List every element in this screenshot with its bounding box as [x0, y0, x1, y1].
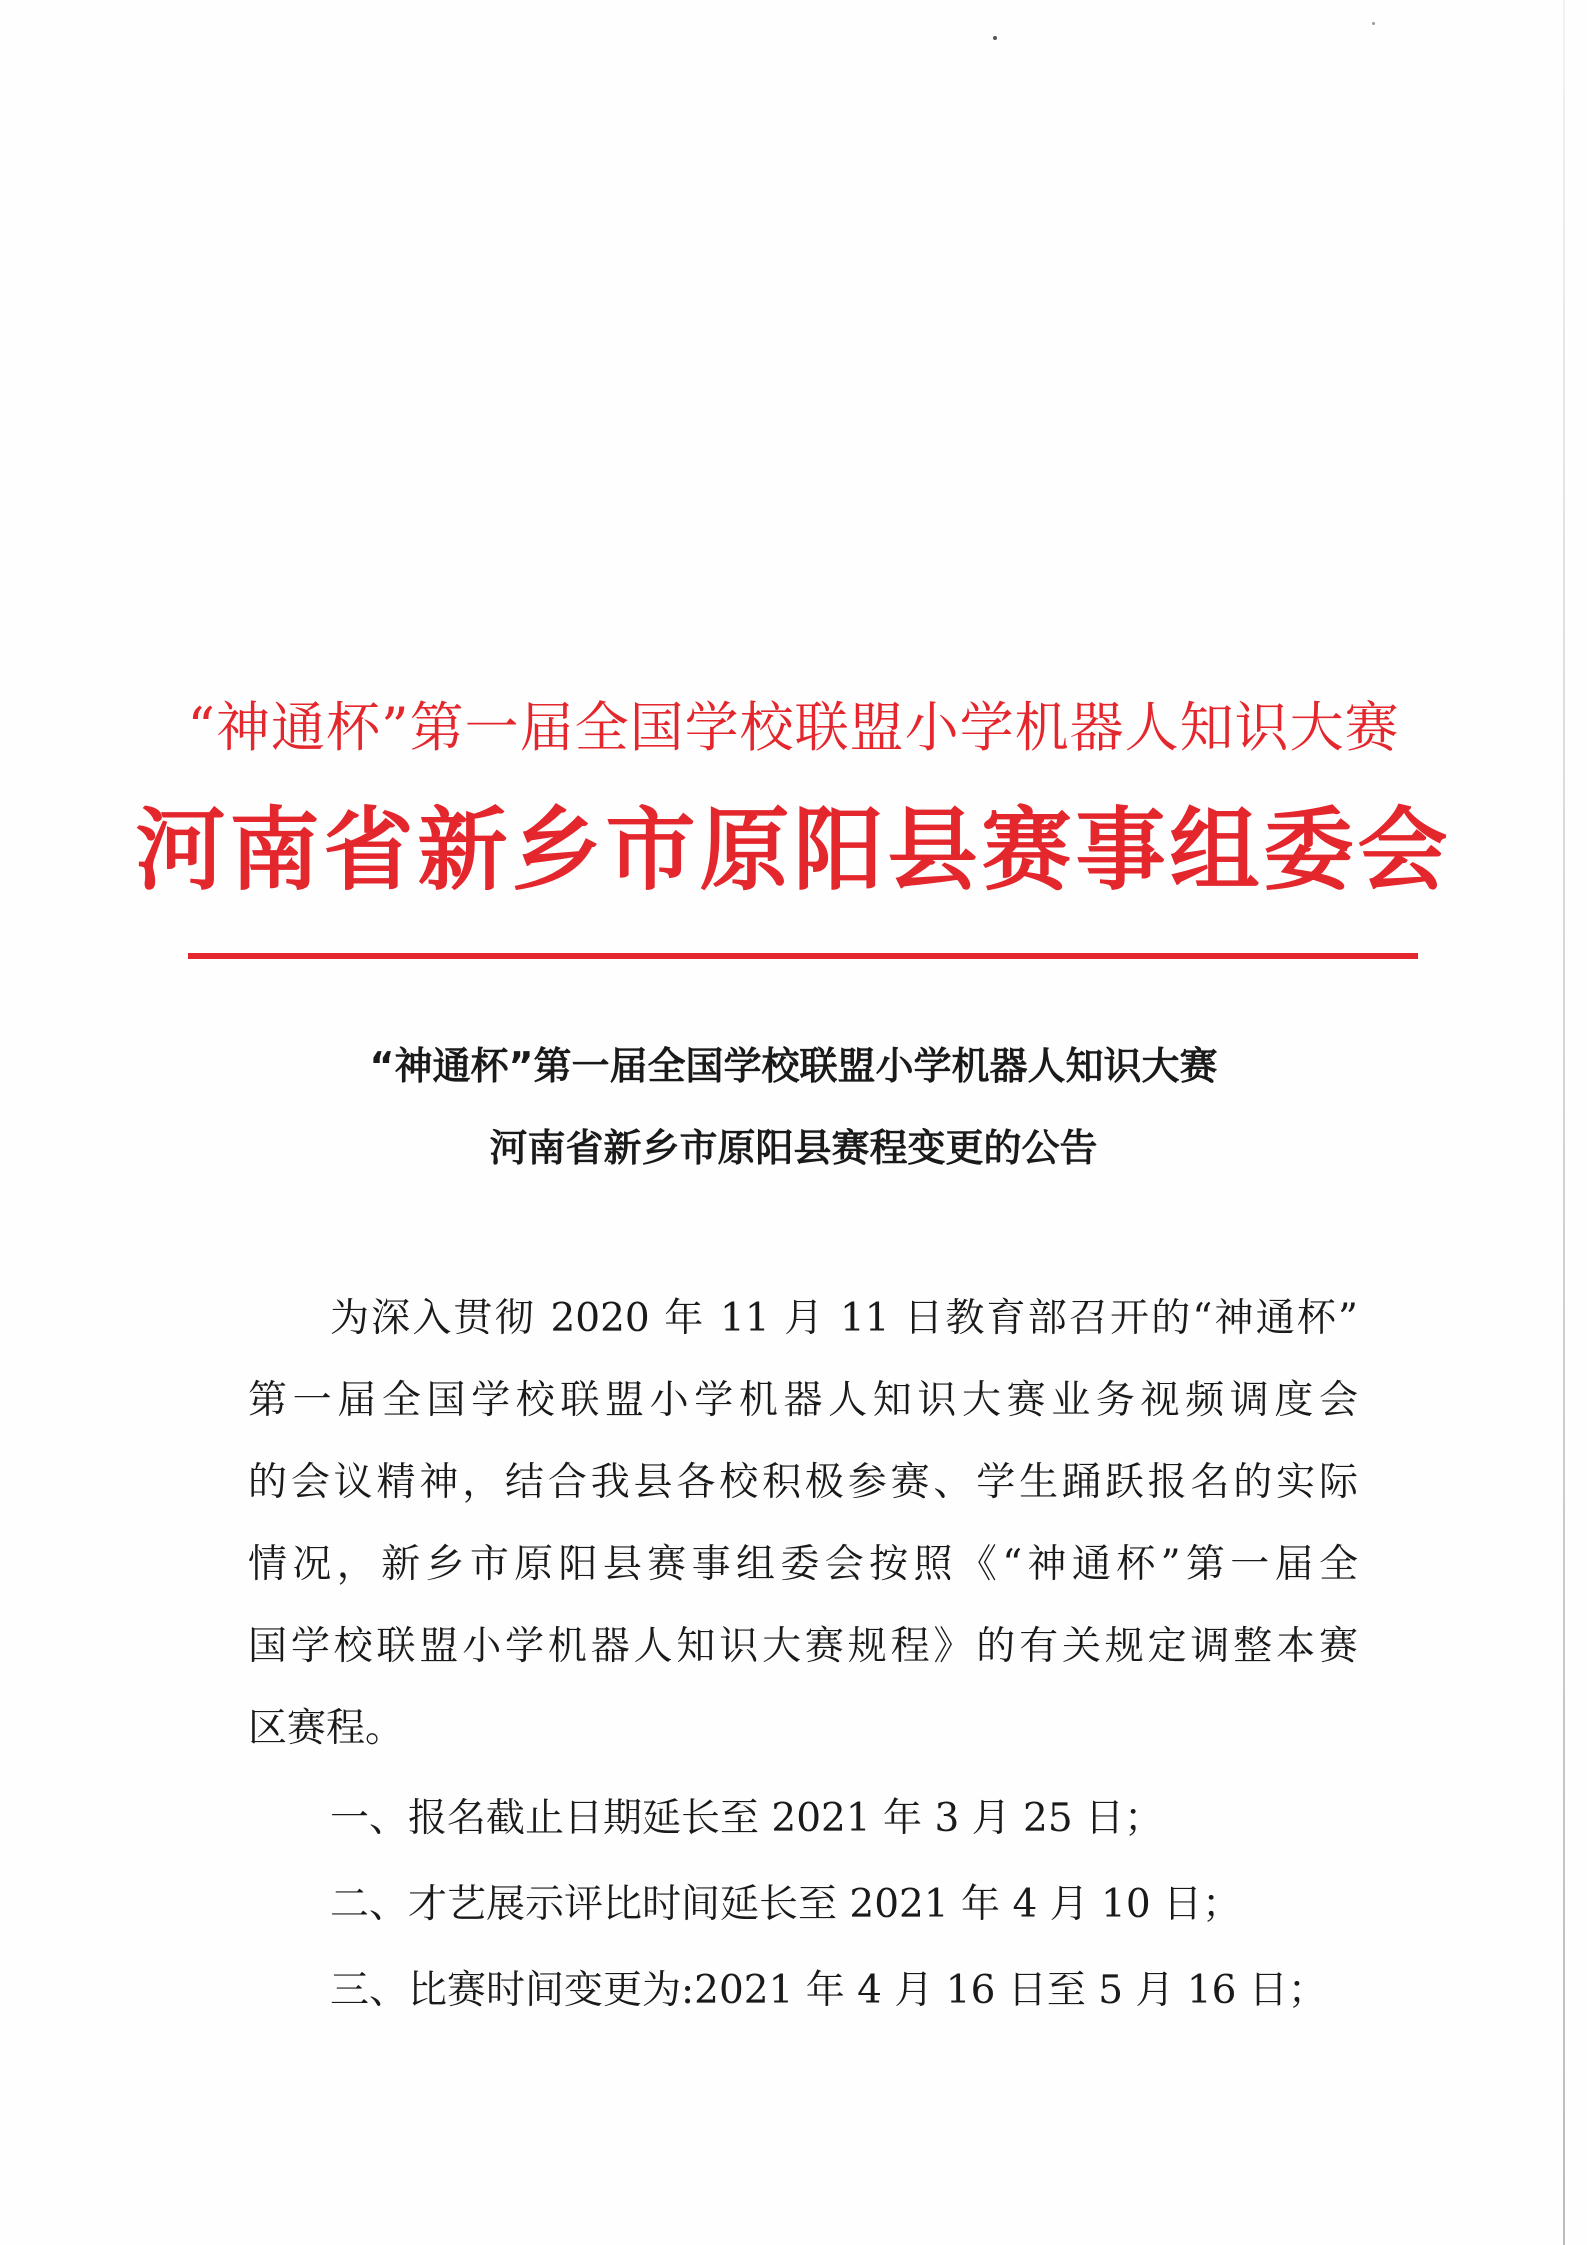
list-item: 一、报名截止日期延长至 2021 年 3 月 25 日；	[330, 1796, 1164, 1841]
paragraph-line: 情况，新乡市原阳县赛事组委会按照《“神通杯”第一届全	[248, 1542, 1358, 1587]
paragraph-line: 为深入贯彻 2020 年 11 月 11 日教育部召开的“神通杯”	[330, 1296, 1358, 1341]
red-header-rule	[188, 953, 1418, 959]
list-item: 三、比赛时间变更为:2021 年 4 月 16 日至 5 月 16 日；	[330, 1968, 1327, 2013]
paragraph-line: 第一届全国学校联盟小学机器人知识大赛业务视频调度会	[248, 1378, 1358, 1423]
scan-speck	[993, 36, 997, 40]
red-header-event-name: “神通杯”第一届全国学校联盟小学机器人知识大赛	[187, 696, 1400, 759]
paragraph-line: 的会议精神，结合我县各校积极参赛、学生踊跃报名的实际	[248, 1460, 1358, 1505]
red-header-organizer: 河南省新乡市原阳县赛事组委会	[135, 797, 1452, 903]
notice-title-line-1: “神通杯”第一届全国学校联盟小学机器人知识大赛	[369, 1044, 1218, 1088]
notice-title-line-2: 河南省新乡市原阳县赛程变更的公告	[489, 1126, 1098, 1170]
scan-speck	[1372, 22, 1375, 25]
list-item: 二、才艺展示评比时间延长至 2021 年 4 月 10 日；	[330, 1882, 1242, 1927]
paragraph-line: 国学校联盟小学机器人知识大赛规程》的有关规定调整本赛	[248, 1624, 1358, 1669]
paragraph-line: 区赛程。	[248, 1706, 405, 1751]
